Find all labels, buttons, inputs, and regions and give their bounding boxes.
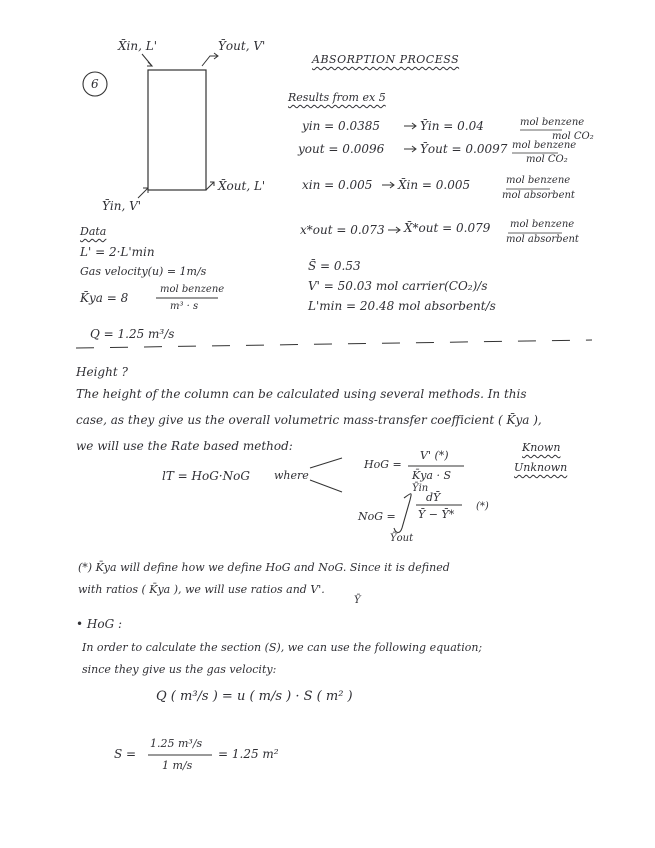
nog-integrand-num: dȲ xyxy=(426,491,441,504)
column-in-bottom-label: Ȳin, V' xyxy=(102,199,142,213)
height-line1: The height of the column can be calculated using several methods. In this xyxy=(76,387,527,401)
results-Yout-unit-top: mol benzene xyxy=(512,140,577,151)
results-Yin-unit-bottom: mol CO₂ xyxy=(552,131,594,142)
hog-line1: In order to calculate the section (S), we can use the following equation; xyxy=(82,641,483,654)
heading: ABSORPTION PROCESS xyxy=(312,53,460,66)
section-result: = 1.25 m² xyxy=(218,747,279,761)
column-out-top-label: Ȳout, V' xyxy=(218,39,266,53)
results-Xout-unit-top: mol benzene xyxy=(510,219,575,230)
notebook-page xyxy=(52,22,600,822)
nog-label: NoG = xyxy=(358,510,396,523)
hog-bullet: • HoG : xyxy=(76,617,123,631)
note-line2-sub: Ȳ xyxy=(354,595,361,606)
hog-numerator: V' (*) xyxy=(420,449,449,462)
section-numerator: 1.25 m³/s xyxy=(150,737,203,750)
nog-lower-limit: Ȳout xyxy=(390,533,414,544)
data-title: Data xyxy=(80,225,107,238)
results-yout: yout = 0.0096 xyxy=(298,142,385,156)
results-yin: yin = 0.0385 xyxy=(302,119,381,133)
height-where: where xyxy=(274,469,309,482)
nog-integrand-den: Ȳ − Ȳ* xyxy=(418,508,455,521)
results-Yin-unit-top: mol benzene xyxy=(520,117,585,128)
data-Kya: K̄ya = 8 xyxy=(80,291,129,305)
note-line1: (*) K̄ya will define how we define HoG and NoG. Since it is defined xyxy=(78,561,450,574)
height-equation: lT = HoG·NoG xyxy=(162,469,250,483)
results-Yout-unit-bottom: mol CO₂ xyxy=(526,154,568,165)
data-Kya-num: mol benzene xyxy=(160,284,225,295)
hog-line2: since they give us the gas velocity: xyxy=(82,663,277,676)
results-Sbar: S̄ = 0.53 xyxy=(308,259,361,273)
results-Yin: Ȳin = 0.04 xyxy=(420,119,484,133)
results-xout: x*out = 0.073 xyxy=(300,223,385,237)
problem-number: 6 xyxy=(91,77,99,91)
hog-denominator: K̄ya · S xyxy=(412,469,452,482)
data-Q: Q = 1.25 m³/s xyxy=(90,327,175,341)
section-lhs: S = xyxy=(114,747,137,761)
height-title: Height ? xyxy=(76,365,128,379)
integral-sign xyxy=(394,494,411,533)
known-label: Known xyxy=(522,441,561,454)
height-line3: we will use the Rate based method: xyxy=(76,439,293,453)
unknown-label: Unknown xyxy=(514,461,568,474)
arrow-in-bottom xyxy=(138,188,148,198)
results-Xin-unit-top: mol benzene xyxy=(506,175,571,186)
results-title: Results from ex 5 xyxy=(288,91,386,104)
hog-label: HoG = xyxy=(364,458,402,471)
column-shape xyxy=(148,70,206,190)
results-xin: xin = 0.005 xyxy=(302,178,373,192)
results-Lmin: L'min = 20.48 mol absorbent/s xyxy=(308,299,496,313)
nog-upper-limit: Ȳin xyxy=(412,483,429,494)
data-Kya-den: m³ · s xyxy=(170,301,199,312)
results-Xout-unit-bottom: mol absorbent xyxy=(506,234,579,245)
data-gas-velocity: Gas velocity(u) = 1m/s xyxy=(80,265,207,278)
column-in-top-label: X̄in, L' xyxy=(118,39,158,53)
results-Yout: Ȳout = 0.0097 xyxy=(420,142,508,156)
results-Xin-unit-bottom: mol absorbent xyxy=(502,190,575,201)
arrow-out-bottom xyxy=(206,182,214,190)
height-line2: case, as they give us the overall volumetric mass-transfer coefficient ( K̄ya ), xyxy=(76,413,542,427)
results-Xin: X̄in = 0.005 xyxy=(398,178,471,192)
nog-star-ref: (*) xyxy=(476,501,489,512)
results-V: V' = 50.03 mol carrier(CO₂)/s xyxy=(308,279,488,293)
data-L: L' = 2·L'min xyxy=(80,245,155,259)
note-line2: with ratios ( K̄ya ), we will use ratios and V'. xyxy=(78,583,325,596)
section-denominator: 1 m/s xyxy=(162,759,193,772)
column-out-bottom-label: X̄out, L' xyxy=(218,179,266,193)
flow-equation: Q ( m³/s ) = u ( m/s ) · S ( m² ) xyxy=(156,689,353,704)
results-Xout: X̄*out = 0.079 xyxy=(404,221,491,235)
